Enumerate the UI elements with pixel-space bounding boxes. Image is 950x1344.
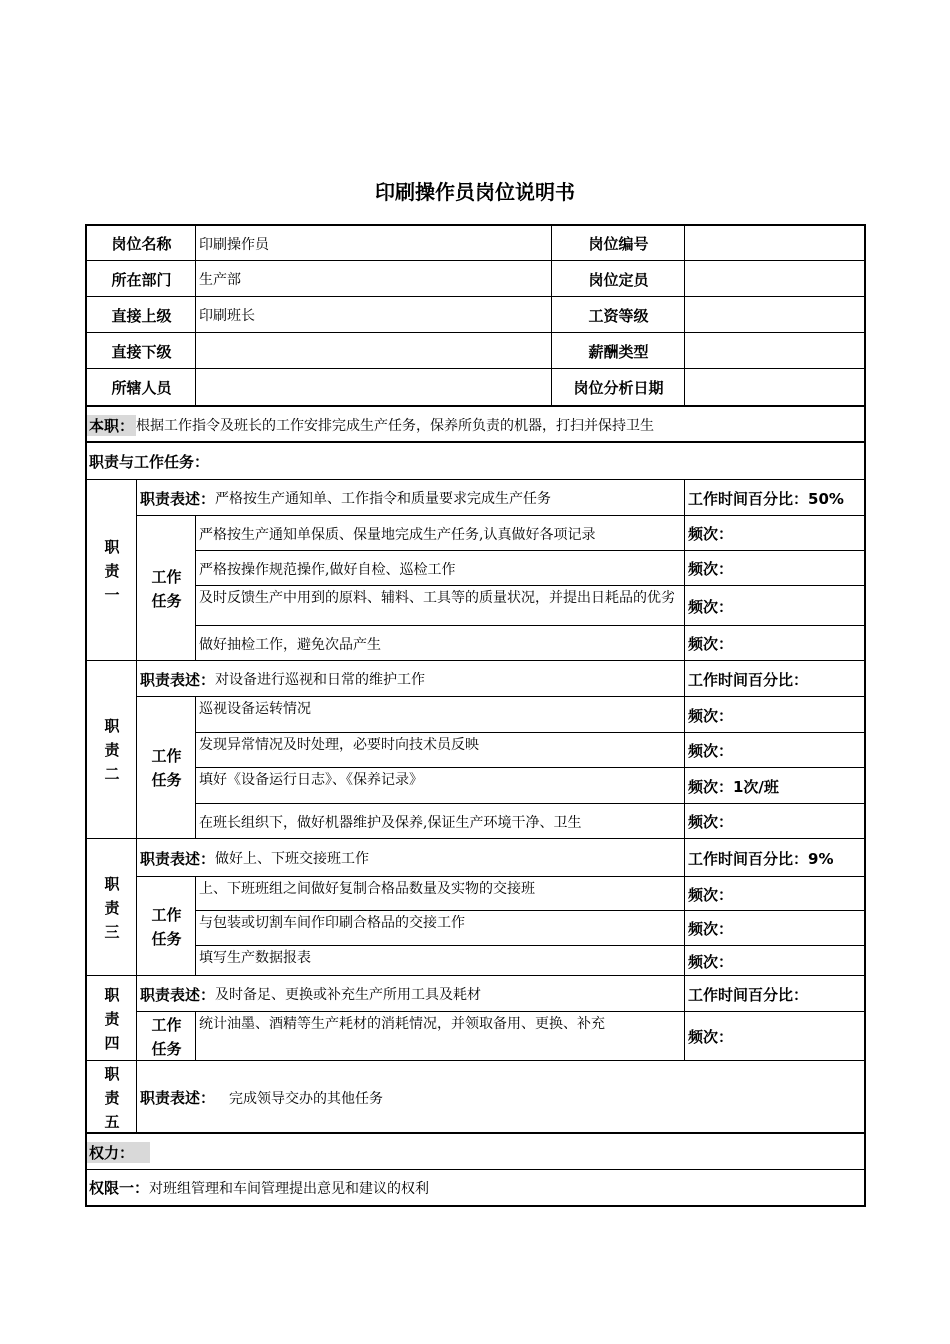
- duty-3-task-label: 工作 任务: [136, 876, 196, 976]
- duty-3-task-2: 与包装或切割车间作印刷合格品的交接工作: [195, 910, 685, 946]
- duty-3-task-1: 上、下班班组之间做好复制合格品数量及实物的交接班: [195, 876, 685, 911]
- duty-3-task-3: 填写生产数据报表: [195, 945, 685, 976]
- duty-1-task-3: 及时反馈生产中用到的原料、辅料、工具等的质量状况，并提出日耗品的优劣: [195, 585, 685, 626]
- position-name-label: 岗位名称: [85, 224, 196, 261]
- duty-2-task-1-freq: 频次：: [684, 696, 866, 733]
- duty-1-time-percent: 工作时间百分比：50%: [684, 479, 866, 516]
- duty-3-task-3-freq: 频次：: [684, 945, 866, 976]
- duty-1-task-1-freq: 频次：: [684, 515, 866, 551]
- duty-1-label: 职 责 一: [85, 479, 137, 661]
- core-duty-label: 本职：: [89, 416, 135, 435]
- subordinate-label: 直接下级: [85, 332, 196, 369]
- headcount-label: 岗位定员: [551, 260, 685, 297]
- duty-1-description: 职责表述： 严格按生产通知单、工作指令和质量要求完成生产任务: [136, 479, 685, 516]
- staff-label: 所辖人员: [85, 368, 196, 406]
- duty-2-task-1: 巡视设备运转情况: [195, 696, 685, 733]
- limits-label: 权限一：: [89, 1179, 150, 1197]
- duty-1-task-2-freq: 频次：: [684, 550, 866, 586]
- analysis-date-value: [684, 368, 866, 406]
- duty-4-task-1-freq: 频次：: [684, 1011, 866, 1061]
- department-label: 所在部门: [85, 260, 196, 297]
- pay-type-label: 薪酬类型: [551, 332, 685, 369]
- superior-value: 印刷班长: [195, 296, 552, 333]
- duty-4-task-1: 统计油墨、酒精等生产耗材的消耗情况，并领取备用、更换、补充: [195, 1011, 685, 1061]
- position-name-value: 印刷操作员: [195, 224, 552, 261]
- duty-2-task-4: 在班长组织下，做好机器维护及保养,保证生产环境干净、卫生: [195, 803, 685, 839]
- duty-2-label: 职 责 二: [85, 660, 137, 839]
- pay-type-value: [684, 332, 866, 369]
- staff-value: [195, 368, 552, 406]
- duty-2-task-label: 工作 任务: [136, 696, 196, 839]
- duty-1-task-1: 严格按生产通知单保质、保量地完成生产任务,认真做好各项记录: [195, 515, 685, 551]
- duty-2-task-2-freq: 频次：: [684, 732, 866, 768]
- duty-2-task-3-freq: 频次：1次/班: [684, 767, 866, 804]
- duty-3-label: 职 责 三: [85, 838, 137, 976]
- salary-grade-label: 工资等级: [551, 296, 685, 333]
- duty-3-task-1-freq: 频次：: [684, 876, 866, 911]
- duty-1-task-4-freq: 频次：: [684, 625, 866, 661]
- duty-2-task-3: 填好《设备运行日志》、《保养记录》: [195, 767, 685, 804]
- duties-header: 职责与工作任务：: [89, 453, 210, 471]
- core-duty-text: 根据工作指令及班长的工作安排完成生产任务，保养所负责的机器，打扫并保持卫生: [136, 418, 655, 434]
- duty-4-label: 职 责 四: [85, 975, 137, 1061]
- limits-text: 对班组管理和车间管理提出意见和建议的权利: [149, 1180, 430, 1197]
- department-value: 生产部: [195, 260, 552, 297]
- headcount-value: [684, 260, 866, 297]
- duty-5-label: 职 责 五: [85, 1060, 137, 1134]
- duties-header-row: [85, 441, 866, 480]
- duty-3-task-2-freq: 频次：: [684, 910, 866, 946]
- duty-4-time-percent: 工作时间百分比：: [684, 975, 866, 1012]
- duty-1-task-label: 工作 任务: [136, 515, 196, 661]
- limits-row: [85, 1169, 866, 1207]
- authority-row: [85, 1132, 866, 1170]
- duty-4-task-label: 工作 任务: [136, 1011, 196, 1061]
- salary-grade-value: [684, 296, 866, 333]
- authority-label: 权力：: [87, 1142, 150, 1163]
- analysis-date-label: 岗位分析日期: [551, 368, 685, 406]
- duty-2-description: 职责表述： 对设备进行巡视和日常的维护工作: [136, 660, 685, 697]
- duty-2-task-2: 发现异常情况及时处理，必要时向技术员反映: [195, 732, 685, 768]
- duty-3-description: 职责表述： 做好上、下班交接班工作: [136, 838, 685, 877]
- page-title: 印刷操作员岗位说明书: [375, 180, 575, 204]
- duty-1-task-2: 严格按操作规范操作,做好自检、巡检工作: [195, 550, 685, 586]
- duty-4-description: 职责表述： 及时备足、更换或补充生产所用工具及耗材: [136, 975, 685, 1012]
- subordinate-value: [195, 332, 552, 369]
- superior-label: 直接上级: [85, 296, 196, 333]
- duty-1-task-3-freq: 频次：: [684, 585, 866, 626]
- duty-2-task-4-freq: 频次：: [684, 803, 866, 839]
- duty-5-description: 职责表述： 完成领导交办的其他任务: [136, 1060, 866, 1134]
- position-code-value: [684, 224, 866, 261]
- duty-1-task-4: 做好抽检工作，避免次品产生: [195, 625, 685, 661]
- position-code-label: 岗位编号: [551, 224, 685, 261]
- duty-2-time-percent: 工作时间百分比：: [684, 660, 866, 697]
- core-duty-row: [85, 405, 866, 443]
- duty-3-time-percent: 工作时间百分比：9%: [684, 838, 866, 877]
